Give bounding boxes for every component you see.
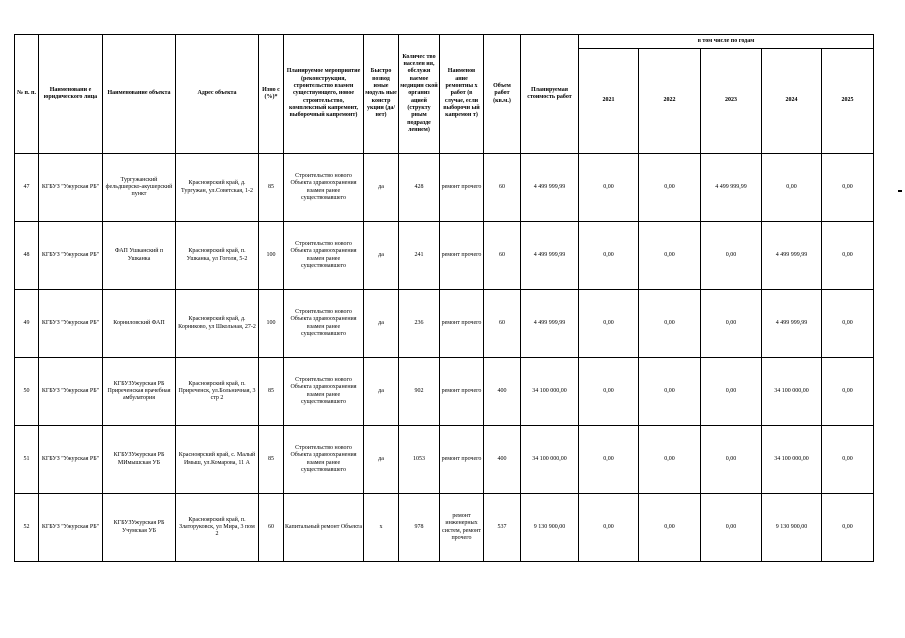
header-population: Количес тво населен ия, обслужи ваемое медицин ской организ ацией (структу рным подразде лением) (399, 35, 440, 154)
document-sheet (14, 34, 874, 562)
header-legal-name: Наименовани е юридического лица (39, 35, 103, 154)
header-wear: Изно с (%)* (259, 35, 284, 154)
cell-object-name: ФАП Ушканский п Ушканка (103, 222, 176, 290)
cell-wear: 60 (259, 494, 284, 562)
cell-volume: 60 (484, 290, 521, 358)
cell-address: Красноярский край, п. Златоруковск, ул Мира, 3 пом 2 (176, 494, 259, 562)
cell-cost: 34 100 000,00 (521, 426, 579, 494)
header-planned-event: Планируемое мероприятие (реконструкция, строительство взамен существующего, новое строительство, комплексный капремонт, выборочный капремонт) (284, 35, 364, 154)
cell-year-2025: 0,00 (822, 494, 874, 562)
cell-address: Красноярский край, п. Ушканка, ул Гоголя, 5-2 (176, 222, 259, 290)
cell-planned-event: Строительство нового Объекта здравоохранения взамен ранее существовавшего (284, 426, 364, 494)
cell-planned-event: Строительство нового Объекта здравоохранения взамен ранее существовавшего (284, 290, 364, 358)
header-cost: Планируемая стоимость работ (521, 35, 579, 154)
cell-wear: 100 (259, 290, 284, 358)
cell-modular: х (364, 494, 399, 562)
cell-modular: да (364, 426, 399, 494)
cell-year-2025: 0,00 (822, 290, 874, 358)
cell-year-2023: 0,00 (701, 290, 762, 358)
cell-planned-event: Строительство нового Объекта здравоохранения взамен ранее существовавшего (284, 222, 364, 290)
cell-year-2023: 0,00 (701, 358, 762, 426)
cell-legal-name: КГБУЗ "Ужурская РБ" (39, 426, 103, 494)
header-years-group: в том числе по годам (579, 35, 874, 49)
header-year: 2025 (822, 49, 874, 154)
table-row (15, 358, 874, 426)
cell-year-2022: 0,00 (639, 358, 701, 426)
header-modular: Быстро возвод имые модуль ные констр укции (да/нет) (364, 35, 399, 154)
cell-year-2025: 0,00 (822, 154, 874, 222)
cell-year-2021: 0,00 (579, 358, 639, 426)
cell-repair-type: ремонт прочего (440, 222, 484, 290)
header-repair-type: Наименов ание ремонтны х работ (в случае, если выборочн ый капремон т) (440, 35, 484, 154)
cell-legal-name: КГБУЗ "Ужурская РБ" (39, 222, 103, 290)
cell-object-name: КГБУЗУжурская РБ Учумская УБ (103, 494, 176, 562)
cell-year-2024: 4 499 999,99 (762, 290, 822, 358)
cell-year-2023: 0,00 (701, 426, 762, 494)
cell-year-2023: 4 499 999,99 (701, 154, 762, 222)
cell-population: 1053 (399, 426, 440, 494)
cell-repair-type: ремонт прочего (440, 426, 484, 494)
header-row-top (15, 35, 874, 49)
scan-mark (898, 190, 902, 192)
cell-repair-type: ремонт прочего (440, 358, 484, 426)
cell-year-2022: 0,00 (639, 222, 701, 290)
cell-year-2024: 4 499 999,99 (762, 222, 822, 290)
header-year: 2021 (579, 49, 639, 154)
cell-cost: 9 130 900,00 (521, 494, 579, 562)
cell-cost: 34 100 000,00 (521, 358, 579, 426)
cell-planned-event: Строительство нового Объекта здравоохранения взамен ранее существовавшего (284, 358, 364, 426)
cell-year-2024: 9 130 900,00 (762, 494, 822, 562)
cell-wear: 85 (259, 426, 284, 494)
cell-object-name: Корниловский ФАП (103, 290, 176, 358)
cell-num: 47 (15, 154, 39, 222)
cell-legal-name: КГБУЗ "Ужурская РБ" (39, 290, 103, 358)
cell-num: 52 (15, 494, 39, 562)
cell-legal-name: КГБУЗ "Ужурская РБ" (39, 494, 103, 562)
cell-year-2021: 0,00 (579, 494, 639, 562)
cell-year-2022: 0,00 (639, 426, 701, 494)
cell-volume: 400 (484, 358, 521, 426)
cell-year-2021: 0,00 (579, 154, 639, 222)
cell-modular: да (364, 290, 399, 358)
table-row (15, 494, 874, 562)
header-object-name: Наименование объекта (103, 35, 176, 154)
cell-modular: да (364, 154, 399, 222)
header-volume: Объем работ (кв.м.) (484, 35, 521, 154)
table-body (15, 154, 874, 562)
cell-object-name: КГБУЗУжурская РБ Приреченская врачебная амбулатория (103, 358, 176, 426)
cell-modular: да (364, 222, 399, 290)
cell-wear: 100 (259, 222, 284, 290)
cell-year-2025: 0,00 (822, 222, 874, 290)
table-row (15, 222, 874, 290)
cell-num: 49 (15, 290, 39, 358)
cell-legal-name: КГБУЗ "Ужурская РБ" (39, 358, 103, 426)
cell-num: 48 (15, 222, 39, 290)
cell-population: 236 (399, 290, 440, 358)
header-address: Адрес объекта (176, 35, 259, 154)
objects-table (14, 34, 874, 562)
cell-year-2024: 34 100 000,00 (762, 426, 822, 494)
header-year: 2022 (639, 49, 701, 154)
cell-object-name: Тургужанский фельдшерско-акушерский пункт (103, 154, 176, 222)
cell-year-2024: 0,00 (762, 154, 822, 222)
cell-num: 51 (15, 426, 39, 494)
header-year: 2024 (762, 49, 822, 154)
cell-modular: да (364, 358, 399, 426)
cell-planned-event: Капитальный ремонт Объекта (284, 494, 364, 562)
cell-year-2021: 0,00 (579, 222, 639, 290)
cell-year-2021: 0,00 (579, 426, 639, 494)
cell-legal-name: КГБУЗ "Ужурская РБ" (39, 154, 103, 222)
cell-planned-event: Строительство нового Объекта здравоохранения взамен ранее существовавшего (284, 154, 364, 222)
cell-repair-type: ремонт инженерных систем, ремонт прочего (440, 494, 484, 562)
cell-cost: 4 499 999,99 (521, 154, 579, 222)
cell-repair-type: ремонт прочего (440, 154, 484, 222)
cell-volume: 537 (484, 494, 521, 562)
cell-year-2023: 0,00 (701, 222, 762, 290)
cell-cost: 4 499 999,99 (521, 290, 579, 358)
cell-num: 50 (15, 358, 39, 426)
cell-address: Красноярский край, д. Корниково, ул Школьная, 27-2 (176, 290, 259, 358)
cell-cost: 4 499 999,99 (521, 222, 579, 290)
cell-volume: 60 (484, 222, 521, 290)
cell-wear: 85 (259, 154, 284, 222)
cell-address: Красноярский край, д. Тургужан, ул.Советская, 1-2 (176, 154, 259, 222)
cell-repair-type: ремонт прочего (440, 290, 484, 358)
cell-year-2025: 0,00 (822, 358, 874, 426)
cell-year-2023: 0,00 (701, 494, 762, 562)
cell-volume: 60 (484, 154, 521, 222)
cell-population: 978 (399, 494, 440, 562)
cell-population: 241 (399, 222, 440, 290)
cell-year-2022: 0,00 (639, 290, 701, 358)
cell-object-name: КГБУЗУжурская РБ МИмышская УБ (103, 426, 176, 494)
cell-year-2025: 0,00 (822, 426, 874, 494)
cell-address: Красноярский край, с. Малый Имыш, ул.Комарова, 11 А (176, 426, 259, 494)
cell-year-2024: 34 100 000,00 (762, 358, 822, 426)
header-year: 2023 (701, 49, 762, 154)
table-row (15, 154, 874, 222)
cell-year-2021: 0,00 (579, 290, 639, 358)
cell-address: Красноярский край, п. Приреченск, ул.Больничная, 3 стр 2 (176, 358, 259, 426)
table-row (15, 426, 874, 494)
cell-wear: 85 (259, 358, 284, 426)
cell-year-2022: 0,00 (639, 154, 701, 222)
header-num: № п. п. (15, 35, 39, 154)
cell-year-2022: 0,00 (639, 494, 701, 562)
cell-population: 902 (399, 358, 440, 426)
cell-volume: 400 (484, 426, 521, 494)
cell-population: 428 (399, 154, 440, 222)
table-row (15, 290, 874, 358)
